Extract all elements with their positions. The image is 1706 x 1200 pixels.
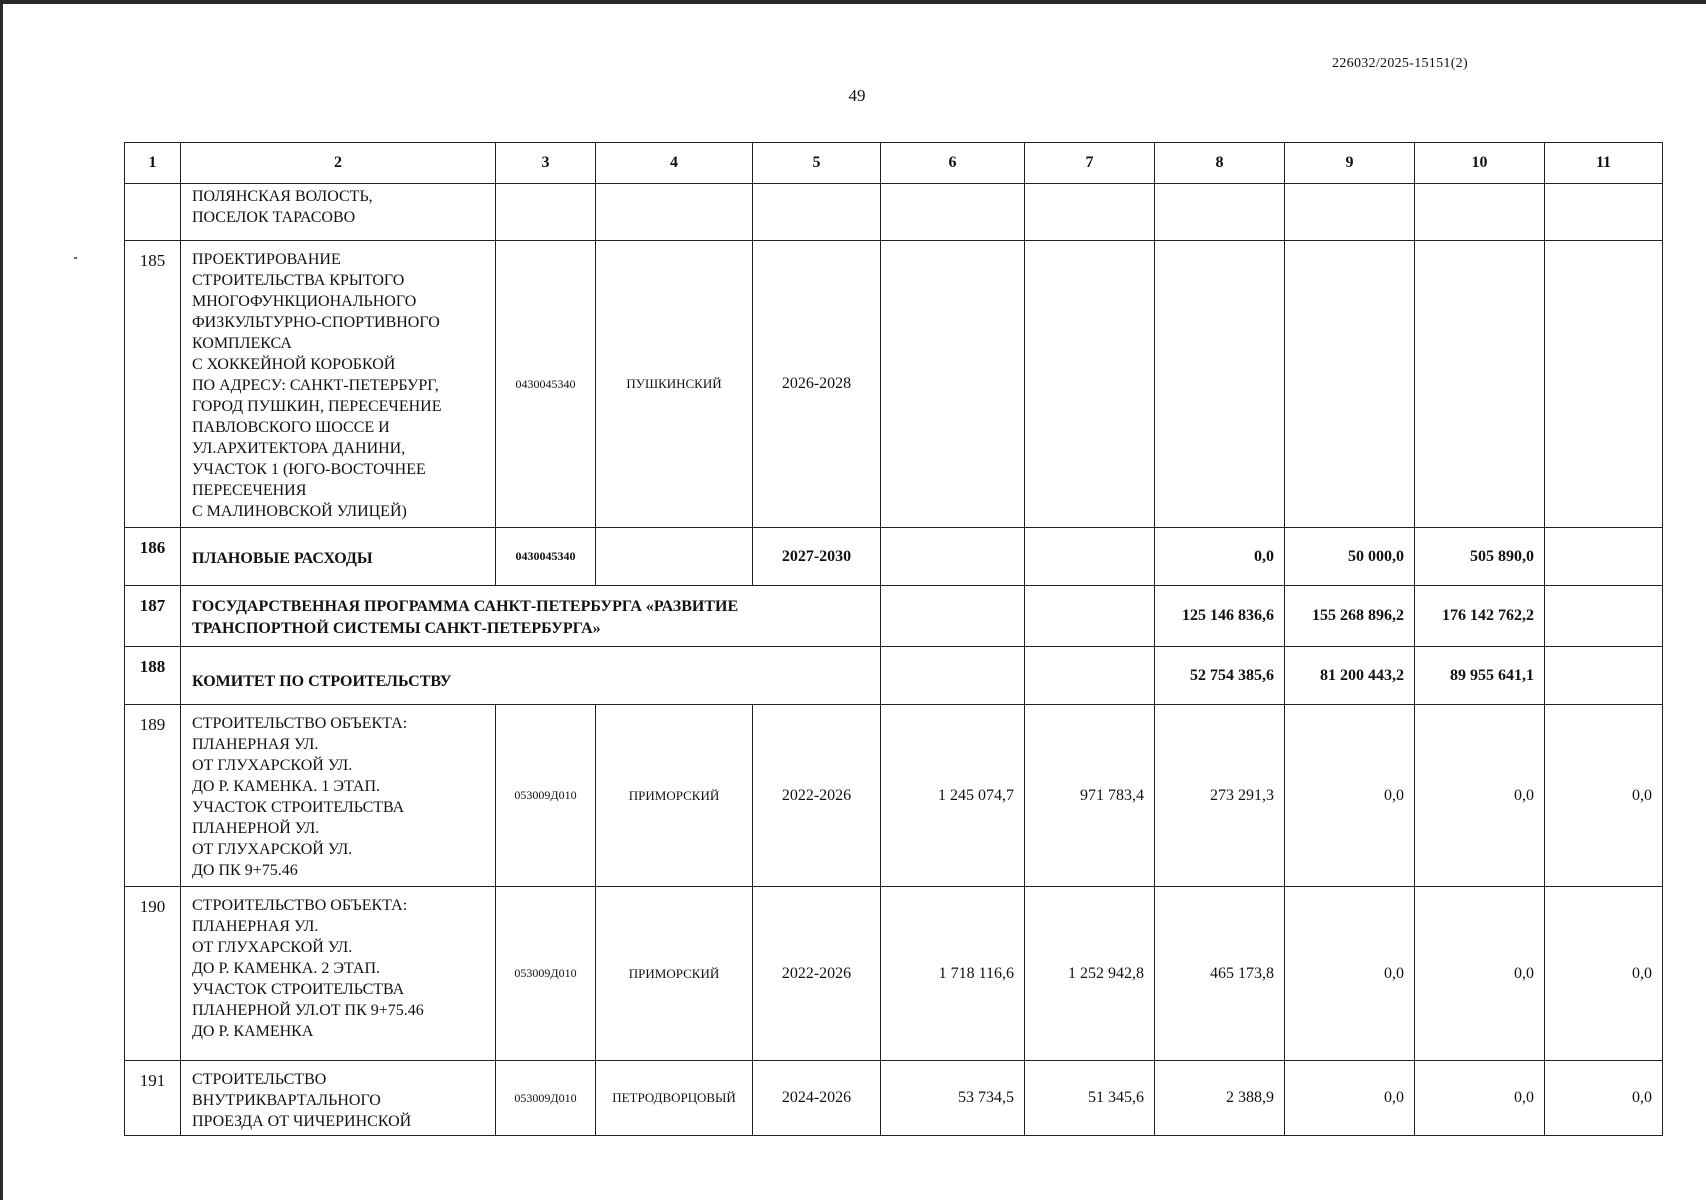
cell-name: ПЛАНОВЫЕ РАСХОДЫ <box>181 528 496 586</box>
cell-c10 <box>1415 241 1545 528</box>
name-line: УЧАСТОК СТРОИТЕЛЬСТВА <box>192 799 405 816</box>
cell-c11 <box>1545 184 1663 241</box>
name-line: С МАЛИНОВСКОЙ УЛИЦЕЙ) <box>192 503 407 520</box>
cell-c7: 51 345,6 <box>1025 1061 1155 1136</box>
cell-c8: 2 388,9 <box>1155 1061 1285 1136</box>
cell-name <box>181 887 496 1061</box>
cell-num <box>125 184 181 241</box>
cell-c8: 125 146 836,6 <box>1155 586 1285 647</box>
col-header-3: 3 <box>496 143 596 184</box>
cell-c7 <box>1025 241 1155 528</box>
table-row <box>125 1061 1663 1136</box>
name-line: СТРОИТЕЛЬСТВО ОБЪЕКТА: <box>192 897 408 914</box>
cell-district: ПЕТРОДВОРЦОВЫЙ <box>596 1061 753 1136</box>
cell-district: ПУШКИНСКИЙ <box>596 241 753 528</box>
col-header-2: 2 <box>181 143 496 184</box>
cell-c7: 971 783,4 <box>1025 705 1155 887</box>
cell-c11 <box>1545 586 1663 647</box>
cell-c7 <box>1025 528 1155 586</box>
cell-c10 <box>1415 184 1545 241</box>
cell-years: 2027-2030 <box>753 528 881 586</box>
name-line: ГОСУДАРСТВЕННАЯ ПРОГРАММА САНКТ-ПЕТЕРБУРГА <box>192 598 642 615</box>
cell-c8: 273 291,3 <box>1155 705 1285 887</box>
cell-num: 190 <box>125 887 181 1061</box>
cell-c11 <box>1545 528 1663 586</box>
name-line: ПЛАНЕРНАЯ УЛ. <box>192 918 319 935</box>
cell-years <box>753 184 881 241</box>
cell-c11: 0,0 <box>1545 887 1663 1061</box>
cell-c6: 1 245 074,7 <box>881 705 1025 887</box>
header-row <box>125 143 1663 184</box>
col-header-9: 9 <box>1285 143 1415 184</box>
scan-speck <box>74 257 77 259</box>
cell-num: 191 <box>125 1061 181 1136</box>
name-line: ДО Р. КАМЕНКА. 2 ЭТАП. <box>192 960 381 977</box>
cell-code <box>496 184 596 241</box>
cell-c8: 52 754 385,6 <box>1155 647 1285 705</box>
cell-num: 186 <box>125 528 181 586</box>
cell-years: 2022-2026 <box>753 705 881 887</box>
name-line: «РАЗВИТИЕ ТРАНСПОРТНОЙ СИСТЕМЫ САНКТ-ПЕТЕРБУРГА» <box>192 598 739 637</box>
cell-c6: 1 718 116,6 <box>881 887 1025 1061</box>
cell-c9: 155 268 896,2 <box>1285 586 1415 647</box>
name-line: ФИЗКУЛЬТУРНО-СПОРТИВНОГО <box>192 314 440 331</box>
cell-c11 <box>1545 647 1663 705</box>
col-header-11: 11 <box>1545 143 1663 184</box>
cell-c7 <box>1025 184 1155 241</box>
cell-num: 188 <box>125 647 181 705</box>
cell-district: ПРИМОРСКИЙ <box>596 705 753 887</box>
cell-years: 2024-2026 <box>753 1061 881 1136</box>
cell-c8: 0,0 <box>1155 528 1285 586</box>
cell-c6 <box>881 184 1025 241</box>
name-line: СТРОИТЕЛЬСТВО <box>192 1071 327 1088</box>
cell-c8 <box>1155 184 1285 241</box>
col-header-6: 6 <box>881 143 1025 184</box>
cell-c11: 0,0 <box>1545 1061 1663 1136</box>
col-header-1: 1 <box>125 143 181 184</box>
cell-name <box>181 586 881 647</box>
table-row <box>125 184 1663 241</box>
cell-c9: 0,0 <box>1285 1061 1415 1136</box>
cell-num: 185 <box>125 241 181 528</box>
cell-c7 <box>1025 586 1155 647</box>
col-header-10: 10 <box>1415 143 1545 184</box>
cell-c8: 465 173,8 <box>1155 887 1285 1061</box>
col-header-7: 7 <box>1025 143 1155 184</box>
cell-c10: 505 890,0 <box>1415 528 1545 586</box>
name-line: МНОГОФУНКЦИОНАЛЬНОГО <box>192 293 417 310</box>
cell-num: 189 <box>125 705 181 887</box>
cell-name <box>181 184 496 241</box>
cell-c6 <box>881 241 1025 528</box>
cell-district: ПРИМОРСКИЙ <box>596 887 753 1061</box>
budget-table <box>124 142 1663 1136</box>
cell-c9: 0,0 <box>1285 887 1415 1061</box>
name-line: СТРОИТЕЛЬСТВА КРЫТОГО <box>192 272 405 289</box>
table-row <box>125 647 1663 705</box>
name-line: ПОСЕЛОК ТАРАСОВО <box>192 209 356 226</box>
name-line: С ХОККЕЙНОЙ КОРОБКОЙ <box>192 356 396 373</box>
col-header-8: 8 <box>1155 143 1285 184</box>
name-line: ОТ ГЛУХАРСКОЙ УЛ. <box>192 757 353 774</box>
name-line: ПЛАНЕРНОЙ УЛ.ОТ ПК 9+75.46 <box>192 1002 424 1019</box>
name-line: ГОРОД ПУШКИН, ПЕРЕСЕЧЕНИЕ <box>192 398 442 415</box>
cell-c10: 89 955 641,1 <box>1415 647 1545 705</box>
cell-name <box>181 1061 496 1136</box>
table-row <box>125 586 1663 647</box>
name-line: УЛ.АРХИТЕКТОРА ДАНИНИ, <box>192 440 406 457</box>
cell-c6 <box>881 586 1025 647</box>
cell-district <box>596 528 753 586</box>
cell-c8 <box>1155 241 1285 528</box>
cell-years: 2022-2026 <box>753 887 881 1061</box>
name-line: ДО Р. КАМЕНКА <box>192 1023 314 1040</box>
table-row <box>125 528 1663 586</box>
cell-num: 187 <box>125 586 181 647</box>
cell-c10: 0,0 <box>1415 1061 1545 1136</box>
col-header-5: 5 <box>753 143 881 184</box>
cell-c9: 81 200 443,2 <box>1285 647 1415 705</box>
cell-c10: 0,0 <box>1415 705 1545 887</box>
cell-code: 0430045340 <box>496 528 596 586</box>
cell-name <box>181 705 496 887</box>
table-row <box>125 241 1663 528</box>
name-line: СТРОИТЕЛЬСТВО ОБЪЕКТА: <box>192 715 408 732</box>
scan-border-left <box>0 0 3 1200</box>
cell-c7 <box>1025 647 1155 705</box>
name-line: ПЛАНЕРНАЯ УЛ. <box>192 736 319 753</box>
name-line: ПОЛЯНСКАЯ ВОЛОСТЬ, <box>192 188 373 205</box>
name-line: УЧАСТОК СТРОИТЕЛЬСТВА <box>192 981 405 998</box>
table-row <box>125 705 1663 887</box>
cell-c6 <box>881 647 1025 705</box>
name-line: ДО ПК 9+75.46 <box>192 862 298 879</box>
table-row <box>125 887 1663 1061</box>
name-line: ПЕРЕСЕЧЕНИЯ <box>192 482 307 499</box>
cell-c9: 0,0 <box>1285 705 1415 887</box>
cell-c10: 176 142 762,2 <box>1415 586 1545 647</box>
cell-code: 053009Д010 <box>496 705 596 887</box>
cell-c11: 0,0 <box>1545 705 1663 887</box>
name-line: ПО АДРЕСУ: САНКТ-ПЕТЕРБУРГ, <box>192 377 439 394</box>
cell-c10: 0,0 <box>1415 887 1545 1061</box>
cell-years: 2026-2028 <box>753 241 881 528</box>
name-line: ВНУТРИКВАРТАЛЬНОГО <box>192 1092 381 1109</box>
cell-c11 <box>1545 241 1663 528</box>
name-line: УЧАСТОК 1 (ЮГО-ВОСТОЧНЕЕ <box>192 461 426 478</box>
cell-district <box>596 184 753 241</box>
cell-name: КОМИТЕТ ПО СТРОИТЕЛЬСТВУ <box>181 647 881 705</box>
name-line: ОТ ГЛУХАРСКОЙ УЛ. <box>192 939 353 956</box>
document-id: 226032/2025-15151(2) <box>1332 56 1468 71</box>
col-header-4: 4 <box>596 143 753 184</box>
cell-c9 <box>1285 184 1415 241</box>
cell-c6 <box>881 528 1025 586</box>
cell-name <box>181 241 496 528</box>
name-line: КОМПЛЕКСА <box>192 335 292 352</box>
name-line: ПАВЛОВСКОГО ШОССЕ И <box>192 419 390 436</box>
name-line: ПРОЕКТИРОВАНИЕ <box>192 251 341 268</box>
cell-code: 053009Д010 <box>496 887 596 1061</box>
name-line: ПРОЕЗДА ОТ ЧИЧЕРИНСКОЙ <box>192 1113 412 1130</box>
scan-border-top <box>0 0 1706 4</box>
name-line: ДО Р. КАМЕНКА. 1 ЭТАП. <box>192 778 381 795</box>
name-line: ПЛАНЕРНОЙ УЛ. <box>192 820 320 837</box>
cell-code: 053009Д010 <box>496 1061 596 1136</box>
name-line: ОТ ГЛУХАРСКОЙ УЛ. <box>192 841 353 858</box>
cell-c9 <box>1285 241 1415 528</box>
page-number: 49 <box>848 86 866 105</box>
cell-code: 0430045340 <box>496 241 596 528</box>
cell-c6: 53 734,5 <box>881 1061 1025 1136</box>
cell-c9: 50 000,0 <box>1285 528 1415 586</box>
cell-c7: 1 252 942,8 <box>1025 887 1155 1061</box>
